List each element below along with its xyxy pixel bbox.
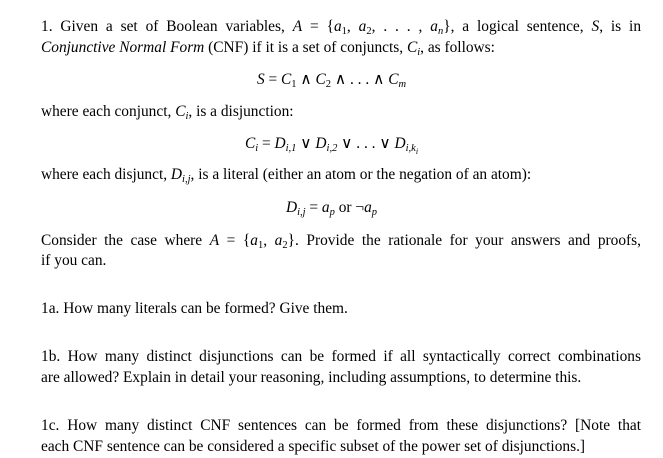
- text: (CNF) if it is a set of conjuncts,: [204, 39, 407, 56]
- consider-line-2: if you can.: [41, 252, 107, 269]
- text: or: [334, 199, 356, 216]
- text: , is in: [599, 18, 642, 35]
- text: , is a disjunction:: [188, 103, 294, 120]
- question-1b-line-1: 1b. How many distinct disjunctions can be formed if all syntactically correct combinations: [41, 348, 641, 365]
- text: where each conjunct,: [41, 103, 176, 120]
- equation-literal: $D_{i,j} = a_p$ or $\neg a_p$: [285, 199, 378, 218]
- conjunct-intro: where each conjunct, $C_i$, is a disjunction:: [41, 103, 294, 122]
- text: 1. Given a set of Boolean variables,: [41, 18, 293, 35]
- question-1c-line-1: 1c. How many distinct CNF sentences can be formed from these disjunctions? [Note that: [41, 417, 641, 434]
- problem-1-line-1: 1. Given a set of Boolean variables, $A = \{a_1$, $a_2$, . . . , $a_n$}, a logical sentence, S, is in: [41, 18, 642, 37]
- question-1b-line-2: are allowed? Explain in detail your reasoning, including assumptions, to determine this.: [41, 369, 582, 386]
- cnf-term: Conjunctive Normal Form: [41, 39, 205, 56]
- text: , as follows:: [420, 39, 495, 56]
- text: , is a literal (either an atom or the negation of an atom):: [190, 166, 532, 183]
- disjunct-intro: where each disjunct, $D_{i,j}$, is a literal (either an atom or the negation of an atom):: [41, 166, 532, 185]
- problem-1-line-2: Conjunctive Normal Form (CNF) if it is a set of conjuncts, $C_i$, as follows:: [41, 39, 495, 58]
- math-S: S: [591, 18, 600, 35]
- text: . Provide the rationale for your answers and proofs,: [295, 232, 641, 249]
- question-1a: 1a. How many literals can be formed? Give them.: [41, 300, 348, 317]
- text: Consider the case where: [41, 232, 210, 249]
- math-set-A: A: [292, 18, 303, 35]
- consider-line-1: Consider the case where $A = \{a_1$, $a_2$}. Provide the rationale for your answers and proofs,: [41, 232, 641, 251]
- equation-cnf: $S = C_1$ ∧ $C_2$ ∧ . . . ∧ $C_m$: [256, 71, 407, 90]
- question-1c-line-2: each CNF sentence can be considered a specific subset of the power set of disjunctions.]: [41, 438, 586, 455]
- equation-disjunction: $C_i = D_{i,1}$ ∨ $D_{i,2}$ ∨ . . . ∨ $D_{i,k_i}$: [244, 135, 419, 156]
- text: , a logical sentence,: [450, 18, 592, 35]
- text: where each disjunct,: [41, 166, 171, 183]
